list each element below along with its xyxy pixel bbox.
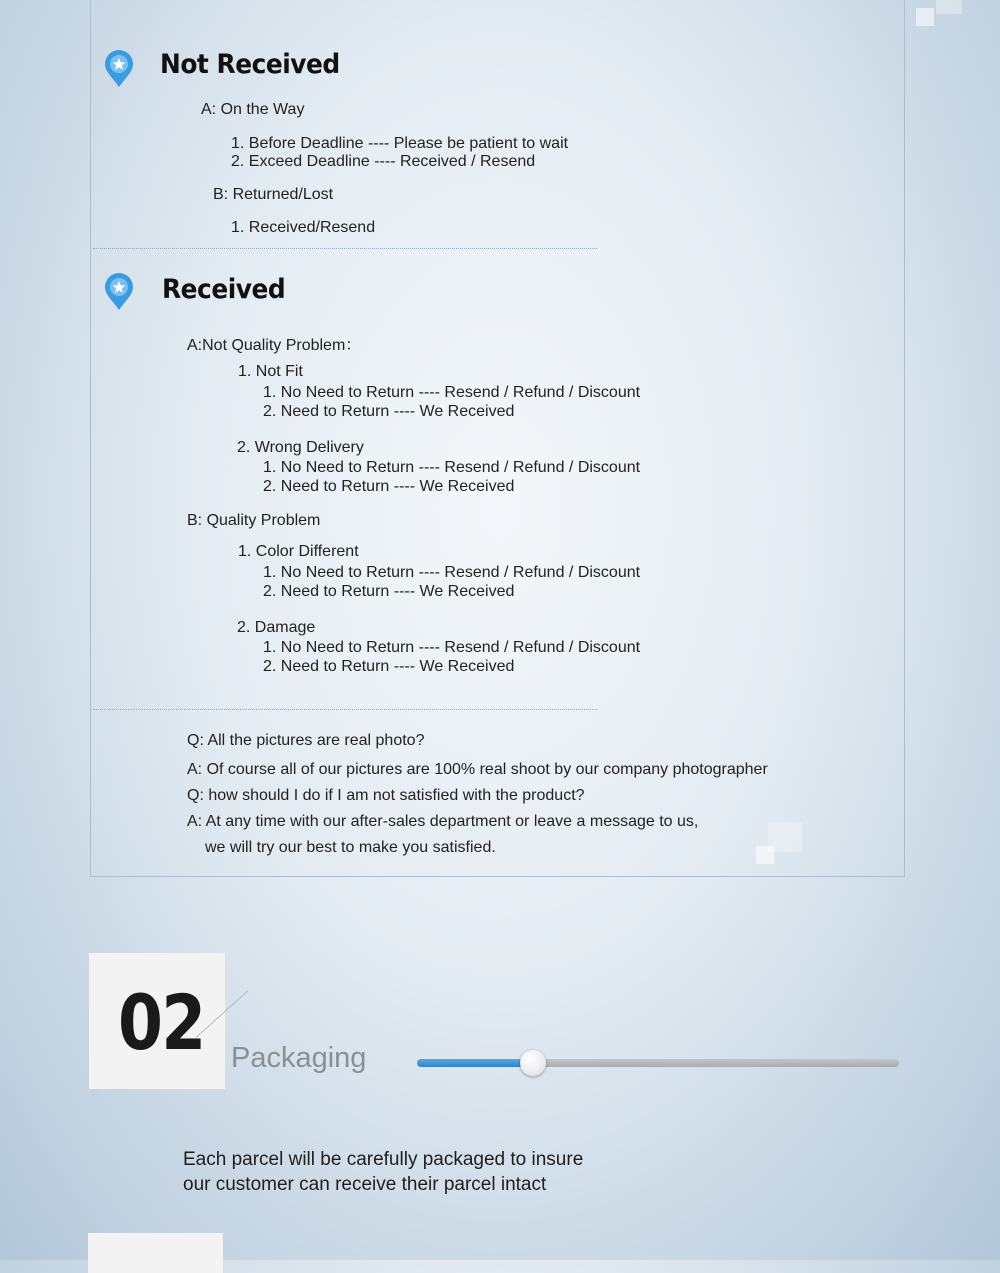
section-number: 02 [118, 978, 205, 1067]
received-a-label: A:Not Quality Problem： [187, 337, 362, 354]
list-item: 1. No Need to Return ---- Resend / Refund / Discount [263, 459, 641, 476]
list-item: 2. Exceed Deadline ---- Received / Resend [231, 153, 536, 170]
section-title-packaging: Packaging [231, 1042, 367, 1074]
list-item: 1. Received/Resend [231, 219, 376, 236]
list-item: 1. No Need to Return ---- Resend / Refund / Discount [263, 384, 641, 401]
divider [93, 248, 597, 249]
decor-square [916, 8, 934, 26]
progress-slider-knob[interactable] [520, 1050, 546, 1076]
decor-square [756, 846, 774, 864]
list-item: 2. Need to Return ---- We Received [263, 403, 515, 420]
next-section-number-box [88, 1233, 223, 1273]
map-pin-star-icon [104, 273, 134, 311]
section-title-received: Received [162, 274, 286, 305]
divider [93, 709, 597, 710]
faq-question: Q: how should I do if I am not satisfied with the product? [187, 787, 585, 804]
received-b-label: B: Quality Problem [187, 512, 321, 529]
received-group-label: 1. Color Different [238, 543, 359, 560]
received-group-label: 2. Wrong Delivery [237, 439, 364, 456]
faq-answer: we will try our best to make you satisfied. [205, 839, 496, 856]
section-title-not-received: Not Received [160, 49, 340, 80]
list-item: 1. No Need to Return ---- Resend / Refund / Discount [263, 564, 641, 581]
map-pin-star-icon [104, 50, 134, 88]
received-group-label: 2. Damage [237, 619, 316, 636]
progress-slider-track [417, 1059, 899, 1067]
progress-slider-fill [417, 1059, 533, 1067]
list-item: 2. Need to Return ---- We Received [263, 583, 515, 600]
received-group-label: 1. Not Fit [238, 363, 303, 380]
not-received-b-label: B: Returned/Lost [213, 186, 334, 203]
list-item: 1. Before Deadline ---- Please be patient to wait [231, 135, 569, 152]
faq-answer: A: At any time with our after-sales department or leave a message to us, [187, 813, 699, 830]
not-received-a-label: A: On the Way [201, 101, 305, 118]
packaging-description-line: Each parcel will be carefully packaged to insure [183, 1149, 584, 1170]
list-item: 1. No Need to Return ---- Resend / Refund / Discount [263, 639, 641, 656]
faq-question: Q: All the pictures are real photo? [187, 732, 425, 749]
faq-answer: A: Of course all of our pictures are 100% real shoot by our company photographer [187, 761, 768, 778]
packaging-description-line: our customer can receive their parcel intact [183, 1174, 547, 1195]
decor-square [936, 0, 962, 14]
list-item: 2. Need to Return ---- We Received [263, 658, 515, 675]
list-item: 2. Need to Return ---- We Received [263, 478, 515, 495]
